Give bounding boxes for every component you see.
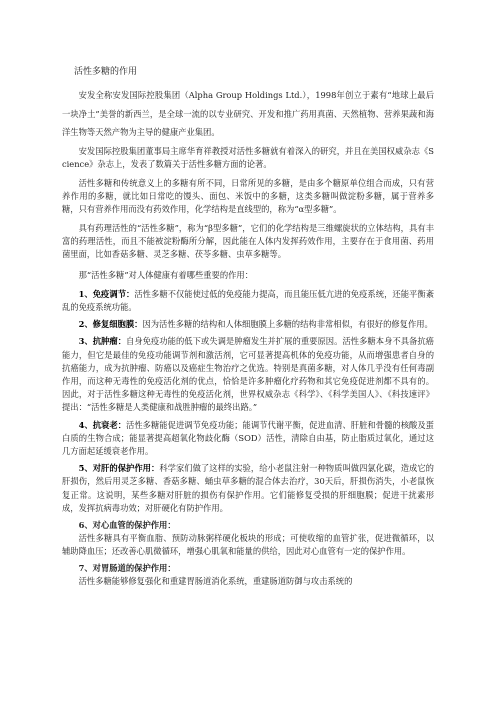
list-item-heading: 2、修复细胞膜： bbox=[78, 319, 143, 330]
list-item-body: 活性多糖不仅能使过低的免疫能力提高，而且能压低亢进的免疫系统，还能平衡紊乱的免疫系统功能。 bbox=[62, 288, 434, 312]
list-item-liver bbox=[62, 462, 434, 515]
paragraph-beta-polysaccharide: 具有药理活性的“活性多糖”，称为“β型多糖”，它们的化学结构是三维螺旋状的立体结构，具有丰富的药理活性，而且不能被淀粉酶所分解，因此能在人体内发挥药效作用，主要存在于食用菌、药用菌里面，比如香菇多糖、灵芝多糖、茯苓多糖、虫草多糖等。 bbox=[62, 222, 434, 259]
list-item-immune bbox=[62, 288, 434, 314]
list-item-antiaging bbox=[62, 419, 434, 459]
paragraph-intro: 安发全称安发国际控股集团（Alpha Group Holdings Ltd.），1998年创立于素有“地球上最后一块净土”美誉的新西兰，是全球一流的以专业研究、开发和推广药用真菌、天然植物、营养果蔬和海洋生物等天然产物为主导的健康产业集团。 bbox=[62, 90, 434, 138]
list-item-heading-cardio: 6、对心血管的保护作用： bbox=[78, 520, 176, 531]
document-title: 活性多糖的作用 bbox=[74, 67, 138, 77]
list-item-heading: 3、抗肿瘤： bbox=[78, 336, 127, 347]
list-item-heading: 1、免疫调节： bbox=[78, 288, 135, 299]
list-item-heading: 5、对肝的保护作用： bbox=[78, 463, 160, 474]
list-item-heading: 4、抗衰老： bbox=[78, 419, 127, 430]
list-item-membrane bbox=[62, 318, 434, 331]
list-item-heading-gut: 7、对胃肠道的保护作用： bbox=[78, 563, 176, 574]
paragraph-alpha-polysaccharide: 活性多糖和传统意义上的多糖有所不同，日常所见的多糖，是由多个糖原单位组合而成，只有营养作用的多糖，就比如日常吃的馒头、面包、米饭中的多糖，这类多糖叫做淀粉多糖，属于营养多糖，只有营养作用而没有药效作用，化学结构是直线型的，称为“α型多糖”。 bbox=[62, 177, 434, 214]
paragraph-chairman: 安发国际控股集团董事局主席华育祥教授对活性多糖就有着深入的研究，并且在美国权威杂志《Science》杂志上，发表了数篇关于活性多糖方面的论著。 bbox=[62, 145, 434, 169]
list-item-cardio: 活性多糖具有平衡血脂、预防动脉粥样硬化板块的形成；可使收缩的血管扩张，促进微循环，以辅助降血压；还改善心肌微循环，增强心肌氧和能量的供给，因此对心血管有一定的保护作用。 bbox=[62, 533, 434, 557]
paragraph-question: 那“活性多糖”对人体健康有着哪些重要的作用： bbox=[78, 269, 254, 280]
list-item-body: 活性多糖能促进调节免疫功能；能调节代谢平衡，促进血清、肝脏和骨髓的核酸及蛋白质的生物合成；能显著提高超氧化物歧化酶（SOD）活性，清除自由基，防止脂质过氧化，通过这几方面起延缓衰老作用。 bbox=[62, 419, 434, 457]
list-item-body: 科学家们做了这样的实验，给小老鼠注射一种物质叫做四氯化碳，造成它的肝损伤，然后用灵芝多糖、香菇多糖、蛹虫草多糖的混合体去治疗，30天后，肝损伤消失，小老鼠恢复正常。这说明，某些多糖对肝脏的损伤有保护作用。它们能修复受损的肝细胞膜；促进干扰素形成，发挥抗病毒功效；对肝硬化有防护作用。 bbox=[62, 463, 434, 513]
list-item-gut: 活性多糖能够修复强化和重建胃肠道消化系统，重建肠道防御与攻击系统的 bbox=[78, 576, 353, 587]
list-item-body: 因为活性多糖的结构和人体细胞膜上多糖的结构非常相似，有很好的修复作用。 bbox=[142, 319, 433, 330]
list-item-body: 自身免疫功能的低下或失调是肿瘤发生并扩展的重要原因。活性多糖本身不具备抗癌能力，但它是最佳的免疫功能调节剂和激活剂，它可显著提高机体的免疫功能，从而增强患者自身的抗癌能力，成为抗肿瘤、防癌以及癌症生物治疗之优选。特别是真菌多糖，对人体几乎没有任何毒副作用，而这种无毒性的免疫活化剂的优点，恰恰是许多肿瘤化疗药物和其它免疫促进剂都不具有的。因此，对于活性多糖这种无毒性的免疫活化剂，世界权威杂志《科学》、《科学美国人》、《科技速评》提出：“活性多糖是人类健康和战胜肿瘤的最终出路。” bbox=[62, 336, 434, 413]
list-item-antitumor bbox=[62, 335, 434, 414]
